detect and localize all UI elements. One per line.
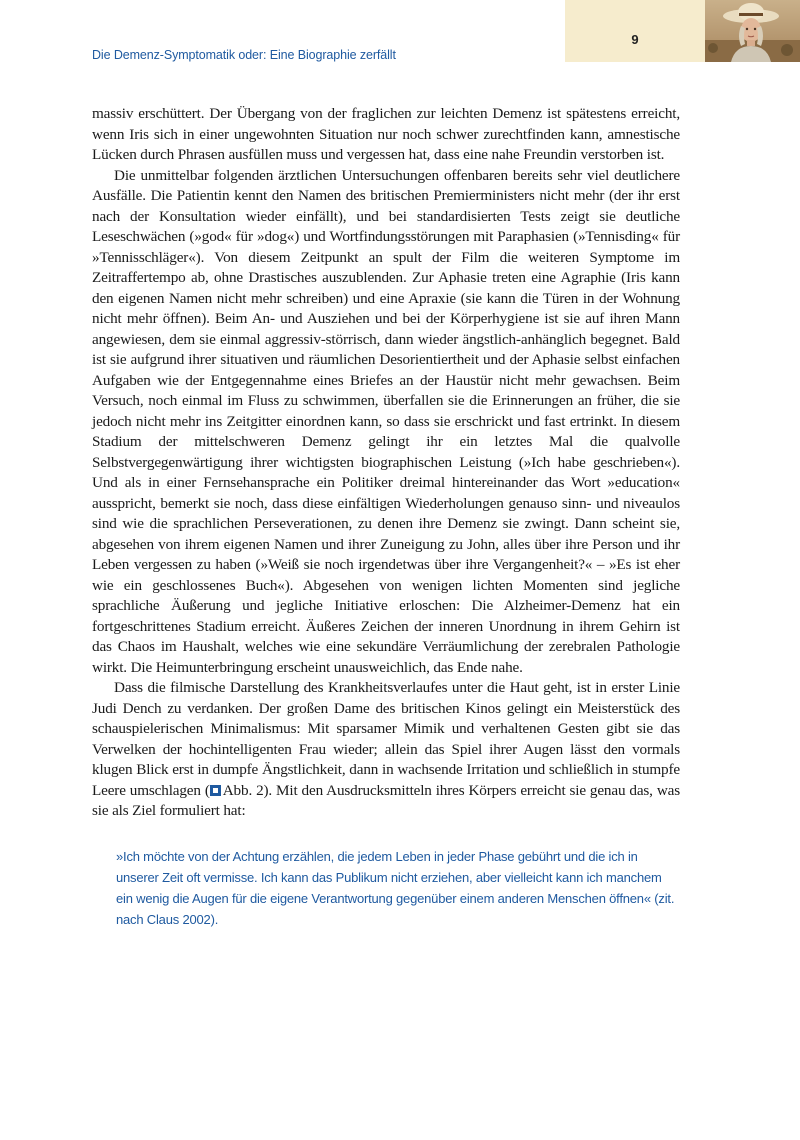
running-head: Die Demenz-Symptomatik oder: Eine Biographie zerfällt <box>92 48 396 62</box>
figure-reference-link[interactable]: Abb. 2 <box>222 781 264 799</box>
paragraph-3-text-a: Dass die filmische Darstellung des Krankheitsverlaufes unter die Haut geht, ist in erster Linie Judi Dench zu verdanken. Der großen Dame des britischen Kinos gelingt ein Meisterstück des schauspielerischen Minimalismus: Mit sparsamer Mimik und verhaltenen Gesten gibt sie das Verwelken der hochintelligenten Frau wieder; allein das Spiel ihrer Augen lässt den vormals klugen Blick erst in dumpfe Ängstlichkeit, dann in wachsende Irritation und schließlich in stumpfe Leere umschlagen ( <box>92 679 680 799</box>
paragraph-3 <box>92 678 680 822</box>
header-photo <box>705 0 800 62</box>
block-quote: »Ich möchte von der Achtung erzählen, die jedem Leben in jeder Phase gebührt und die ich in unserer Zeit oft vermisse. Ich kann das Publikum nicht erziehen, aber vielleicht kann ich manchem ein wenig die Augen für die eigene Verantwortung gegenüber einem anderen Menschen öffnen« (zit. nach Claus 2002). <box>116 849 675 927</box>
woman-with-hat-photo <box>705 0 800 62</box>
paragraph-3-text-b: ). Mit den Ausdrucksmitteln ihres Körpers erreicht sie genau das, was sie als Ziel formuliert hat: <box>92 781 680 819</box>
figure-reference-icon[interactable] <box>210 785 221 796</box>
paragraph-2: Die unmittelbar folgenden ärztlichen Untersuchungen offenbaren bereits sehr viel deutlichere Ausfälle. Die Patientin kennt den Namen des britischen Premierministers nicht mehr (der ihr erst nach der Konsultation wieder einfällt), und bei standardisierten Tests zeigt sie deutliche Leseschwächen (»god« für »dog«) und Wortfindungsstörungen mit Paraphasien (»Tennisding« für »Tennisschläger«). Von diesem Zeitpunkt an spult der Film die weiteren Symptome im Zeitraffertempo ab, ohne Drastisches auszublenden. Zur Aphasie treten eine Agraphie (Iris kann den eigenen Namen nicht mehr schreiben) und eine Apraxie (sie kann die Türen in der Wohnung nicht mehr öffnen). Beim An- und Ausziehen und bei der Körperhygiene ist sie auf ihren Mann angewiesen, dem sie einmal aggressiv-störrisch, dann wieder ängstlich-anhänglich begegnet. Bald ist sie aufgrund ihrer situativen und räumlichen Desorientiertheit und der Aphasie selbst einfachen Aufgaben wie der Entgegennahme eines Briefes an der Haustür nicht mehr gewachsen. Beim Versuch, noch einmal im Fluss zu schwimmen, überfallen sie die Erinnerungen an früher, die sie jedoch nicht mehr ins Zeitgitter einordnen kann, so dass sie erschrickt und fast ertrinkt. In diesem Stadium der mittelschweren Demenz gelingt ihr ein letztes Mal die qualvolle Selbstvergegenwärtigung ihrer wichtigsten biographischen Leistung (»Ich habe geschrieben«). Und als in einer Fernsehansprache ein Politiker dreimal hintereinander das Wort »education« ausspricht, bemerkt sie noch, dass diese einfältigen Wiederholungen genauso sinn- und niveaulos sind wie die sprachlichen Perseverationen, zu denen ihre Demenz sie zwingt. Dann scheint sie, abgesehen von ihrem eigenen Namen und ihrer Zuneigung zu John, alles über ihre Person und ihr Leben vergessen zu haben (»Weiß sie noch irgendetwas über ihre Vergangenheit?« – »Es ist eher wie ein geschlossenes Buch«). Abgesehen von wenigen lichten Momenten sind jegliche sprachliche Äußerung und jegliche Initiative erloschen: Die Alzheimer-Demenz hat ein fortgeschrittenes Stadium erreicht. Äußeres Zeichen der inneren Unordnung in ihrem Gehirn ist das Chaos im Haushalt, welches wie eine sekundäre Verräumlichung der zerebralen Pathologie wirkt. Die Heimunterbringung erscheint unausweichlich, das Ende nahe. <box>92 166 680 676</box>
page-number: 9 <box>631 32 639 47</box>
page-number-box <box>565 0 705 62</box>
paragraph-1: massiv erschüttert. Der Übergang von der fraglichen zur leichten Demenz ist spätestens erreicht, wenn Iris sich in einer ungewohnten Situation nur noch schwer zurechtfinden kann, amnestische Lücken durch Phrasen ausfüllen muss und vergessen hat, dass eine nahe Freundin verstorben ist. <box>92 105 680 163</box>
main-text <box>92 104 680 822</box>
